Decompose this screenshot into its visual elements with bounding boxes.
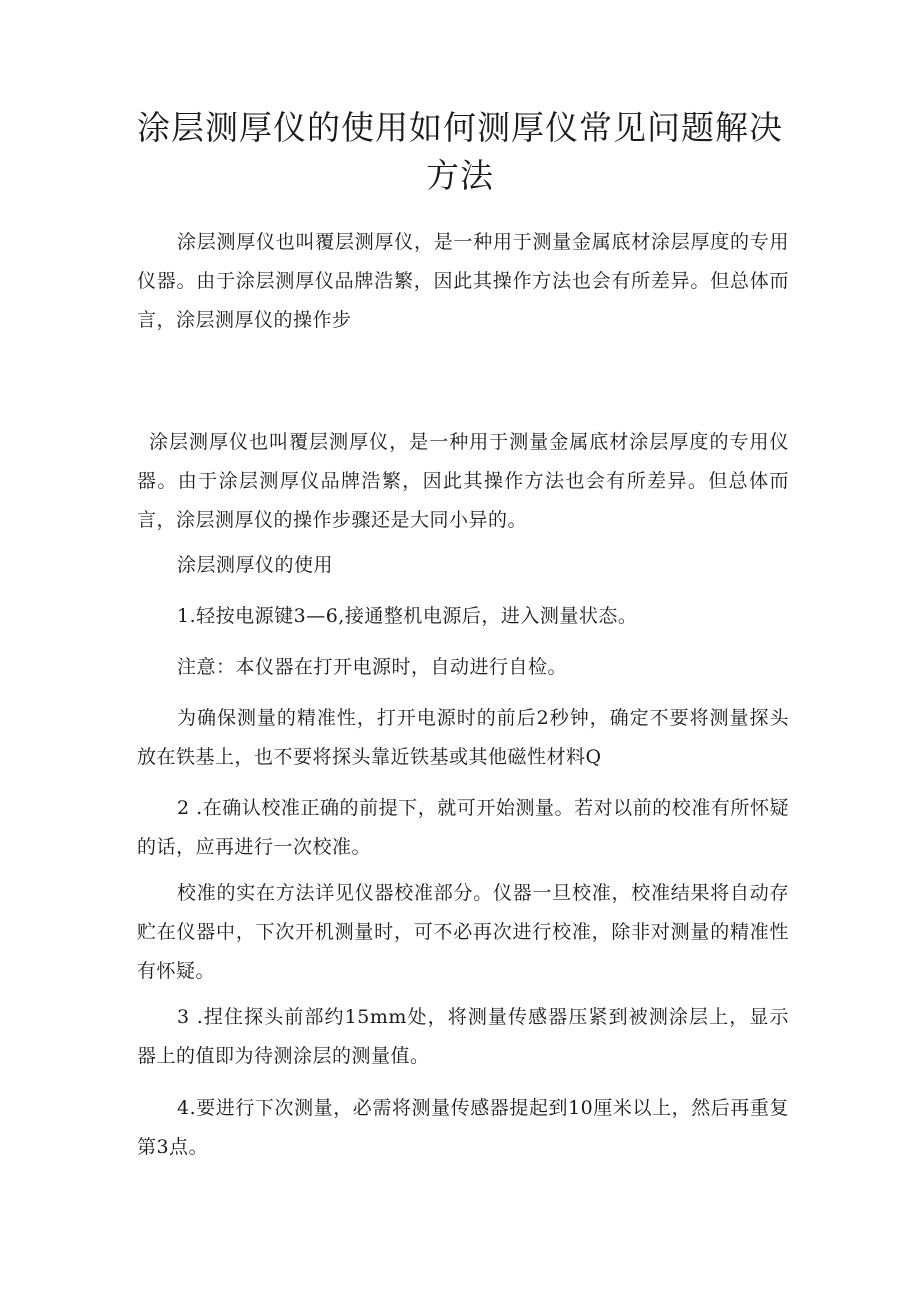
calibration-paragraph: 校准的实在方法详见仪器校准部分。仪器一旦校准，校准结果将自动存贮在仪器中，下次开机测量时，可不必再次进行校准，除非对测量的精准性有怀疑。 — [137, 882, 789, 982]
intro-paragraph: 涂层测厚仪也叫覆层测厚仪，是一种用于测量金属底材涂层厚度的专用仪器。由于涂层测厚仪品牌浩繁，因此其操作方法也会有所差异。但总体而言，涂层测厚仪的操作步 — [137, 231, 789, 331]
step-3-paragraph: 3 .捏住探头前部约15mm处，将测量传感器压紧到被测涂层上，显示器上的值即为待测涂层的测量值。 — [137, 1006, 789, 1067]
step-2-paragraph: 2 .在确认校准正确的前提下，就可开始测量。若对以前的校准有所怀疑的话，应再进行一次校准。 — [137, 797, 789, 858]
section-heading-usage: 涂层测厚仪的使用 — [177, 554, 334, 576]
warning-paragraph: 为确保测量的精准性，打开电源时的前后2秒钟，确定不要将测量探头放在铁基上，也不要将探头靠近铁基或其他磁性材料Q — [137, 707, 789, 768]
step-1-paragraph: 1.轻按电源键3—6,接通整机电源后，进入测量状态。 — [177, 605, 638, 627]
step-4-paragraph: 4.要进行下次测量，必需将测量传感器提起到10厘米以上，然后再重复第3点。 — [137, 1097, 789, 1158]
document-title: 涂层测厚仪的使用如何测厚仪常见问题解决方法 — [137, 108, 783, 195]
note-paragraph: 注意：本仪器在打开电源时，自动进行自检。 — [177, 656, 568, 678]
body-paragraph-overview: 涂层测厚仪也叫覆层测厚仪，是一种用于测量金属底材涂层厚度的专用仪器。由于涂层测厚仪品牌浩繁，因此其操作方法也会有所差异。但总体而言，涂层测厚仪的操作步骤还是大同小异的。 — [137, 431, 789, 531]
